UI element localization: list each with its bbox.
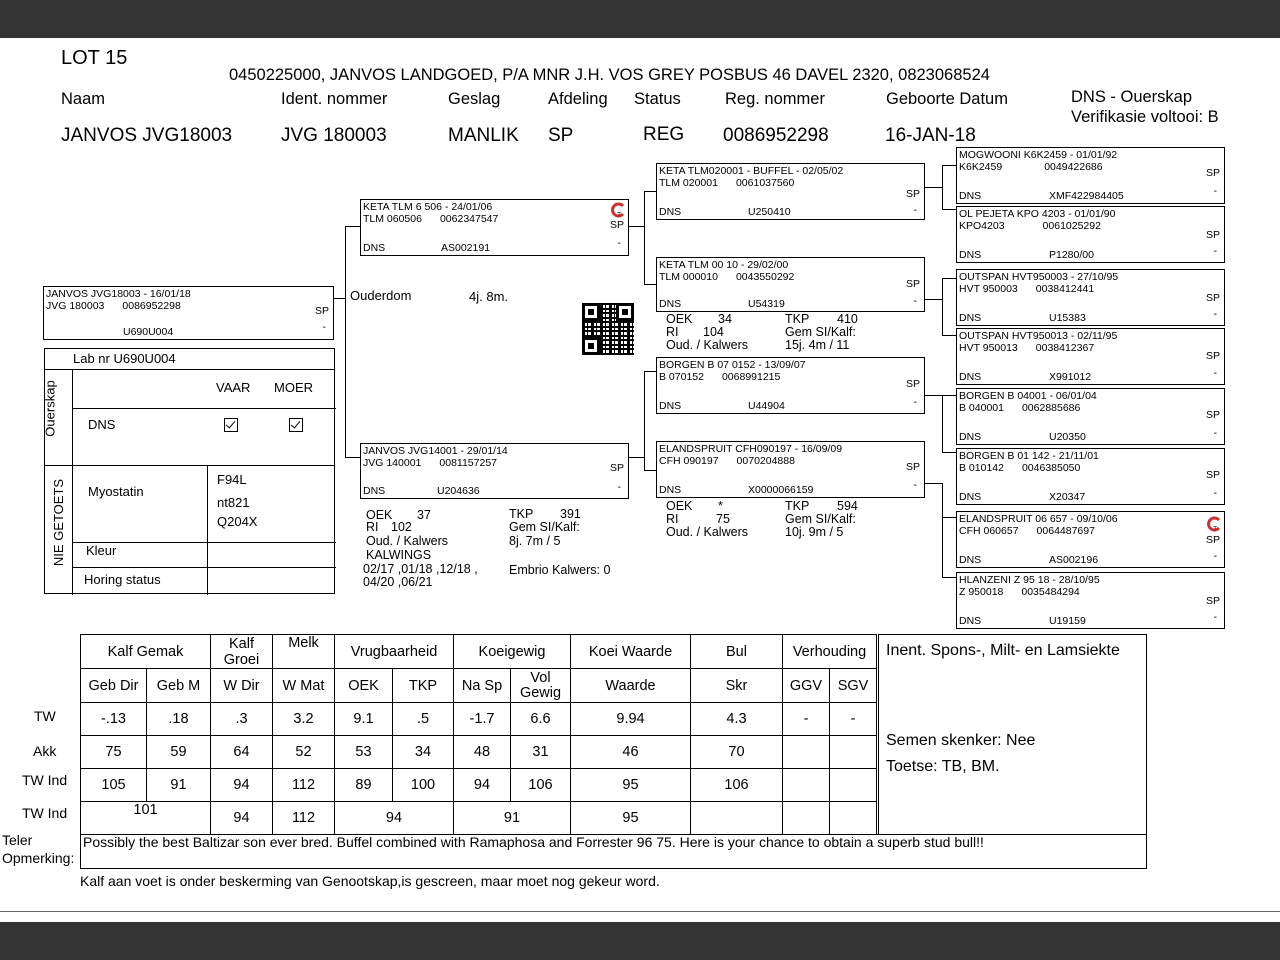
gp-oud-label: Oud. / Kalwers bbox=[666, 525, 748, 539]
connector bbox=[644, 371, 656, 372]
toetse-text: Toetse: TB, BM. bbox=[886, 758, 1000, 775]
gp-oek: * bbox=[718, 499, 723, 513]
cell: 101 bbox=[81, 802, 211, 835]
ggp-title: BORGEN B 01 142 - 21/11/01 bbox=[959, 450, 1099, 462]
gp-title: KETA TLM 00 10 - 29/02/00 bbox=[659, 259, 789, 271]
sire-id-line: TLM 060506 0062347547 bbox=[363, 213, 499, 225]
owner-line: 0450225000, JANVOS LANDGOED, P/A MNR J.H. VOS GREY POSBUS 46 DAVEL 2320, 0823068524 bbox=[229, 66, 990, 84]
top-bar bbox=[0, 0, 1280, 38]
subject-title: JANVOS JVG18003 - 16/01/18 bbox=[46, 288, 191, 300]
ggp-id-line: Z 950018 0035484294 bbox=[959, 586, 1080, 598]
ggp-title: HLANZENI Z 95 18 - 28/10/95 bbox=[959, 574, 1100, 586]
lab-panel bbox=[44, 348, 335, 594]
gp-section: SP bbox=[905, 378, 920, 390]
cell: 52 bbox=[273, 736, 335, 769]
lab-number: Lab nr U690U004 bbox=[73, 351, 176, 366]
cell: 4.3 bbox=[691, 703, 783, 736]
group-verhouding: Verhouding bbox=[783, 635, 877, 669]
connector bbox=[942, 335, 956, 336]
connector bbox=[925, 187, 943, 188]
grandparent-box[interactable] bbox=[656, 257, 925, 312]
dam-oud-label: Oud. / Kalwers bbox=[366, 534, 448, 548]
ebv-table bbox=[80, 634, 877, 835]
cell: .18 bbox=[147, 703, 211, 736]
subject-dash: - bbox=[322, 321, 326, 333]
dam-kalwings-1: 02/17 ,01/18 ,12/18 , bbox=[363, 562, 478, 576]
value-status: REG bbox=[643, 124, 685, 145]
ouderdom-label: Ouderdom bbox=[350, 288, 412, 303]
connector bbox=[942, 278, 956, 279]
cell: 100 bbox=[393, 769, 454, 802]
gp-ri: 104 bbox=[703, 325, 724, 339]
cell: 106 bbox=[511, 769, 571, 802]
gp-code: X0000066159 bbox=[748, 484, 814, 496]
ggp-section: SP bbox=[1205, 292, 1220, 304]
inent-text: Inent. Spons-, Milt- en Lamsiekte bbox=[886, 642, 1120, 659]
lot-number: LOT 15 bbox=[61, 47, 128, 69]
cell: 94 bbox=[211, 802, 273, 835]
cell: 6.6 bbox=[511, 703, 571, 736]
cell: 34 bbox=[393, 736, 454, 769]
gp-gem: 10j. 9m / 5 bbox=[785, 525, 844, 539]
cell: 89 bbox=[335, 769, 393, 802]
cell: 3.2 bbox=[273, 703, 335, 736]
moer-label: MOER bbox=[274, 380, 313, 395]
gp-ri: 75 bbox=[716, 512, 730, 526]
value-naam: JANVOS JVG18003 bbox=[61, 125, 233, 146]
bottom-bar bbox=[0, 922, 1280, 960]
cell: 112 bbox=[273, 769, 335, 802]
dam-kalwings-2: 04/20 ,06/21 bbox=[363, 575, 433, 589]
great-grandparent-box[interactable] bbox=[956, 147, 1225, 204]
connector bbox=[942, 452, 956, 453]
cell: 94 bbox=[454, 769, 511, 802]
gp-dns: DNS bbox=[659, 206, 682, 218]
dns-verify: Verifikasie voltooi: B bbox=[1071, 108, 1219, 126]
great-grandparent-box[interactable] bbox=[956, 572, 1225, 629]
cell: -1.7 bbox=[454, 703, 511, 736]
connector bbox=[644, 191, 656, 192]
dam-tkp-label: TKP bbox=[509, 507, 534, 521]
qr-code[interactable] bbox=[582, 303, 634, 355]
connector bbox=[942, 165, 943, 210]
ggp-section: SP bbox=[1205, 409, 1220, 421]
value-geboorte: 16-JAN-18 bbox=[885, 125, 976, 146]
cell bbox=[830, 736, 877, 769]
subject-section: SP bbox=[314, 305, 329, 317]
gp-ri-label: RI bbox=[666, 325, 679, 339]
myostatin-f94l: F94L bbox=[217, 472, 247, 487]
cell: 106 bbox=[691, 769, 783, 802]
gp-id-line: CFH 090197 0070204888 bbox=[659, 455, 795, 467]
gp-dash: - bbox=[913, 479, 917, 491]
gp-dns: DNS bbox=[659, 298, 682, 310]
gp-gem-label: Gem SI/Kalf: bbox=[785, 512, 856, 526]
ggp-dash: - bbox=[1213, 367, 1217, 379]
footer-note: Kalf aan voet is onder beskerming van Genootskap,is gescreen, maar moet nog gekeur word. bbox=[80, 873, 660, 889]
gp-dns: DNS bbox=[659, 400, 682, 412]
horing-label: Horing status bbox=[84, 572, 161, 587]
cell: 9.1 bbox=[335, 703, 393, 736]
grandparent-box[interactable] bbox=[656, 441, 925, 498]
table-row bbox=[81, 802, 877, 835]
cell: 64 bbox=[211, 736, 273, 769]
dam-tkp: 391 bbox=[560, 507, 581, 521]
cell bbox=[830, 769, 877, 802]
ouderdom-value: 4j. 8m. bbox=[469, 289, 509, 304]
subject-animal-box[interactable] bbox=[43, 286, 334, 340]
dam-dash: - bbox=[617, 481, 621, 493]
ggp-id-line: B 010142 0046385050 bbox=[959, 462, 1081, 474]
row-label-akk: Akk bbox=[33, 743, 57, 759]
sub-sgv: SGV bbox=[830, 669, 877, 703]
value-geslag: MANLIK bbox=[448, 125, 519, 146]
cell: .3 bbox=[211, 703, 273, 736]
gp-section: SP bbox=[905, 188, 920, 200]
cell: 70 bbox=[691, 736, 783, 769]
svg-text:T: T bbox=[1213, 526, 1218, 532]
ggp-section: SP bbox=[1205, 469, 1220, 481]
dam-box[interactable] bbox=[360, 443, 629, 499]
connector bbox=[644, 284, 656, 285]
gp-code: U250410 bbox=[748, 206, 791, 218]
great-grandparent-box[interactable] bbox=[956, 206, 1225, 263]
cell: 105 bbox=[81, 769, 147, 802]
cell: .5 bbox=[393, 703, 454, 736]
gp-tkp: 410 bbox=[837, 312, 858, 326]
connector bbox=[345, 226, 360, 227]
great-grandparent-box[interactable] bbox=[956, 448, 1225, 505]
great-grandparent-box[interactable] bbox=[956, 511, 1225, 568]
dns-row-label: DNS bbox=[88, 417, 116, 432]
sub-oek: OEK bbox=[335, 669, 393, 703]
ggp-dash: - bbox=[1213, 487, 1217, 499]
table-row bbox=[81, 736, 877, 769]
sub-skr: Skr bbox=[691, 669, 783, 703]
gp-title: KETA TLM020001 - BUFFEL - 02/05/02 bbox=[659, 165, 844, 177]
connector bbox=[942, 209, 956, 210]
subject-code: U690U004 bbox=[123, 326, 174, 338]
ggp-section: SP bbox=[1205, 350, 1220, 362]
gp-dns: DNS bbox=[659, 484, 682, 496]
gp-id-line: TLM 000010 0043550292 bbox=[659, 271, 795, 283]
row-label-twind: TW Ind bbox=[22, 772, 68, 788]
ggp-id-line: HVT 950003 0038412441 bbox=[959, 283, 1095, 295]
cell: 31 bbox=[511, 736, 571, 769]
ggp-dns: DNS bbox=[959, 431, 982, 443]
cell: -.13 bbox=[81, 703, 147, 736]
myostatin-nt821: nt821 bbox=[217, 495, 250, 510]
sub-w-mat: W Mat bbox=[273, 669, 335, 703]
cell: 91 bbox=[147, 769, 211, 802]
connector bbox=[644, 191, 645, 284]
value-reg: 0086952298 bbox=[723, 125, 829, 146]
remarks-text: Possibly the best Baltizar son ever bred. Buffel combined with Ramaphosa and Forrester 96 75. Here is your chance to obtain a superb stud bull!! bbox=[83, 834, 984, 850]
sub-ggv: GGV bbox=[783, 669, 830, 703]
ggp-code: AS002196 bbox=[1049, 554, 1099, 566]
ggp-dns: DNS bbox=[959, 312, 982, 324]
gp-oud-label: Oud. / Kalwers bbox=[666, 338, 748, 352]
gp-tkp: 594 bbox=[837, 499, 858, 513]
ggp-dns: DNS bbox=[959, 249, 982, 261]
gp-section: SP bbox=[905, 278, 920, 290]
breed-logo-icon bbox=[610, 202, 626, 218]
label-reg: Reg. nommer bbox=[725, 90, 825, 108]
ggp-id-line: CFH 060657 0064487697 bbox=[959, 525, 1095, 537]
svg-text:T: T bbox=[617, 212, 622, 218]
ggp-dns: DNS bbox=[959, 371, 982, 383]
ggp-dns: DNS bbox=[959, 615, 982, 627]
gp-dash: - bbox=[913, 396, 917, 408]
ggp-title: ELANDSPRUIT 06 657 - 09/10/06 bbox=[959, 513, 1118, 525]
gp-dash: - bbox=[913, 204, 917, 216]
gp-title: BORGEN B 07 0152 - 13/09/07 bbox=[659, 359, 806, 371]
group-koeigewig: Koeigewig bbox=[454, 635, 571, 669]
dam-id-line: JVG 140001 0081157257 bbox=[363, 457, 498, 469]
group-vrugbaarheid: Vrugbaarheid bbox=[335, 635, 454, 669]
connector bbox=[925, 395, 943, 396]
ggp-title: OUTSPAN HVT950003 - 27/10/95 bbox=[959, 271, 1119, 283]
myostatin-label: Myostatin bbox=[88, 484, 144, 499]
cell bbox=[691, 802, 783, 835]
sire-code: AS002191 bbox=[441, 242, 491, 254]
label-ident: Ident. nommer bbox=[281, 90, 388, 108]
subject-id-line: JVG 180003 0086952298 bbox=[46, 300, 181, 312]
table-row bbox=[81, 769, 877, 802]
gp-id-line: B 070152 0068991215 bbox=[659, 371, 781, 383]
cell: 91 bbox=[454, 802, 571, 835]
gp-dash: - bbox=[913, 295, 917, 307]
gp-gem-label: Gem SI/Kalf: bbox=[785, 325, 856, 339]
ggp-section: SP bbox=[1205, 595, 1220, 607]
gp-section: SP bbox=[905, 461, 920, 473]
gp-id-line: TLM 020001 0061037560 bbox=[659, 177, 795, 189]
ggp-code: P1280/00 bbox=[1049, 249, 1094, 261]
myostatin-q204x: Q204X bbox=[217, 514, 258, 529]
gp-oek-label: OEK bbox=[666, 312, 693, 326]
group-koei-waarde: Koei Waarde bbox=[571, 635, 691, 669]
teler-label: Teler bbox=[2, 832, 33, 848]
sub-geb-m: Geb M bbox=[147, 669, 211, 703]
connector bbox=[942, 517, 956, 518]
great-grandparent-box[interactable] bbox=[956, 328, 1225, 385]
dam-code: U204636 bbox=[437, 485, 480, 497]
label-geslag: Geslag bbox=[448, 90, 501, 108]
cell: 53 bbox=[335, 736, 393, 769]
connector bbox=[345, 226, 346, 458]
cell: 59 bbox=[147, 736, 211, 769]
connector bbox=[629, 226, 645, 227]
group-kalf-gemak: Kalf Gemak bbox=[81, 635, 211, 669]
dam-oek: 37 bbox=[417, 508, 431, 522]
sub-vol-gewig: Vol Gewig bbox=[511, 669, 571, 703]
ggp-dash: - bbox=[1213, 245, 1217, 257]
dam-dns: DNS bbox=[363, 485, 386, 497]
sire-box[interactable] bbox=[360, 199, 629, 256]
connector bbox=[629, 457, 645, 458]
cell: - bbox=[830, 703, 877, 736]
breed-logo-icon bbox=[1206, 516, 1222, 532]
row-label-tw: TW bbox=[34, 708, 56, 724]
cell bbox=[783, 802, 830, 835]
grandparent-box[interactable] bbox=[656, 163, 925, 220]
ggp-title: BORGEN B 04001 - 06/01/04 bbox=[959, 390, 1097, 402]
sire-title: KETA TLM 6 506 - 24/01/06 bbox=[363, 201, 493, 213]
dam-embrio: Embrio Kalwers: 0 bbox=[509, 563, 611, 577]
ggp-dns: DNS bbox=[959, 491, 982, 503]
value-afdeling: SP bbox=[548, 125, 574, 146]
cell: 95 bbox=[571, 802, 691, 835]
gp-code: U44904 bbox=[748, 400, 785, 412]
value-ident: JVG 180003 bbox=[281, 125, 387, 146]
connector bbox=[644, 470, 656, 471]
dam-ri-label: RI bbox=[366, 520, 379, 534]
group-melk: Melk bbox=[273, 635, 335, 669]
ggp-code: X20347 bbox=[1049, 491, 1086, 503]
ggp-code: X991012 bbox=[1049, 371, 1092, 383]
dam-section: SP bbox=[609, 462, 624, 474]
ggp-dash: - bbox=[1213, 611, 1217, 623]
cell bbox=[783, 769, 830, 802]
ggp-title: OUTSPAN HVT950013 - 02/11/95 bbox=[959, 330, 1118, 342]
cell: 9.94 bbox=[571, 703, 691, 736]
sub-geb-dir: Geb Dir bbox=[81, 669, 147, 703]
ggp-dash: - bbox=[1213, 550, 1217, 562]
connector bbox=[925, 483, 943, 484]
label-afdeling: Afdeling bbox=[548, 90, 608, 108]
nie-getoets-label: NIE GETOETS bbox=[51, 478, 67, 567]
vaar-checkbox[interactable] bbox=[224, 418, 238, 432]
ggp-section: SP bbox=[1205, 534, 1220, 546]
ggp-code: U20350 bbox=[1049, 431, 1086, 443]
great-grandparent-box[interactable] bbox=[956, 269, 1225, 326]
dam-gem-label: Gem SI/Kalf: bbox=[509, 520, 580, 534]
ggp-dash: - bbox=[1213, 427, 1217, 439]
connector bbox=[942, 278, 943, 336]
label-geboorte: Geboorte Datum bbox=[886, 90, 1008, 108]
gp-title: ELANDSPRUIT CFH090197 - 16/09/09 bbox=[659, 443, 843, 455]
ggp-title: MOGWOONI K6K2459 - 01/01/92 bbox=[959, 149, 1118, 161]
ggp-title: OL PEJETA KPO 4203 - 01/01/90 bbox=[959, 208, 1116, 220]
connector bbox=[942, 577, 956, 578]
sub-tkp: TKP bbox=[393, 669, 454, 703]
sire-section: SP bbox=[609, 219, 624, 231]
great-grandparent-box[interactable] bbox=[956, 388, 1225, 445]
connector bbox=[345, 457, 360, 458]
gp-oek-label: OEK bbox=[666, 499, 693, 513]
table-row bbox=[81, 703, 877, 736]
dam-title: JANVOS JVG14001 - 29/01/14 bbox=[363, 445, 508, 457]
ggp-section: SP bbox=[1205, 167, 1220, 179]
vaar-label: VAAR bbox=[216, 380, 251, 395]
sub-na-sp: Na Sp bbox=[454, 669, 511, 703]
cell: 94 bbox=[335, 802, 454, 835]
connector bbox=[942, 395, 943, 453]
cell: 48 bbox=[454, 736, 511, 769]
moer-checkbox[interactable] bbox=[289, 418, 303, 432]
cell: 112 bbox=[273, 802, 335, 835]
connector bbox=[942, 165, 956, 166]
dam-gem: 8j. 7m / 5 bbox=[509, 534, 561, 548]
connector bbox=[644, 371, 645, 471]
kleur-label: Kleur bbox=[86, 543, 117, 558]
ggp-dns: DNS bbox=[959, 190, 982, 202]
row-label-twind-2: TW Ind bbox=[22, 805, 68, 821]
cell bbox=[783, 736, 830, 769]
ggp-id-line: K6K2459 0049422686 bbox=[959, 161, 1103, 173]
grandparent-box[interactable] bbox=[656, 357, 925, 414]
dam-oek-label: OEK bbox=[366, 508, 393, 522]
cell: 95 bbox=[571, 769, 691, 802]
ggp-code: XMF422984405 bbox=[1049, 190, 1124, 202]
gp-oek: 34 bbox=[718, 312, 732, 326]
ggp-dash: - bbox=[1213, 185, 1217, 197]
ggp-dash: - bbox=[1213, 308, 1217, 320]
ouerskap-label: Ouerskap bbox=[42, 380, 58, 437]
gp-tkp-label: TKP bbox=[785, 312, 810, 326]
opmerking-label: Opmerking: bbox=[2, 850, 75, 866]
sub-w-dir: W Dir bbox=[211, 669, 273, 703]
gp-gem: 15j. 4m / 11 bbox=[785, 338, 850, 352]
cell: 46 bbox=[571, 736, 691, 769]
ggp-code: U15383 bbox=[1049, 312, 1086, 324]
cell: 75 bbox=[81, 736, 147, 769]
connector bbox=[942, 483, 943, 578]
sire-dns: DNS bbox=[363, 242, 386, 254]
gp-tkp-label: TKP bbox=[785, 499, 810, 513]
label-status: Status bbox=[634, 90, 681, 108]
ggp-id-line: HVT 950013 0038412367 bbox=[959, 342, 1095, 354]
label-naam: Naam bbox=[61, 90, 106, 108]
sire-dash: - bbox=[617, 237, 621, 249]
bottom-rule bbox=[0, 911, 1280, 912]
cell bbox=[830, 802, 877, 835]
connector bbox=[925, 299, 943, 300]
gp-code: U54319 bbox=[748, 298, 785, 310]
dam-kalwings-label: KALWINGS bbox=[366, 548, 432, 562]
ggp-code: U19159 bbox=[1049, 615, 1086, 627]
ggp-id-line: KPO4203 0061025292 bbox=[959, 220, 1101, 232]
cell: 94 bbox=[211, 769, 273, 802]
gp-ri-label: RI bbox=[666, 512, 679, 526]
cell: - bbox=[783, 703, 830, 736]
group-kalf-groei: Kalf Groei bbox=[211, 635, 273, 669]
dns-title: DNS - Ouerskap bbox=[1071, 88, 1193, 106]
sub-waarde: Waarde bbox=[571, 669, 691, 703]
ggp-dns: DNS bbox=[959, 554, 982, 566]
semen-text: Semen skenker: Nee bbox=[886, 732, 1036, 749]
group-bul: Bul bbox=[691, 635, 783, 669]
connector bbox=[942, 395, 956, 396]
dam-ri: 102 bbox=[391, 520, 412, 534]
ggp-section: SP bbox=[1205, 229, 1220, 241]
ggp-id-line: B 040001 0062885686 bbox=[959, 402, 1081, 414]
